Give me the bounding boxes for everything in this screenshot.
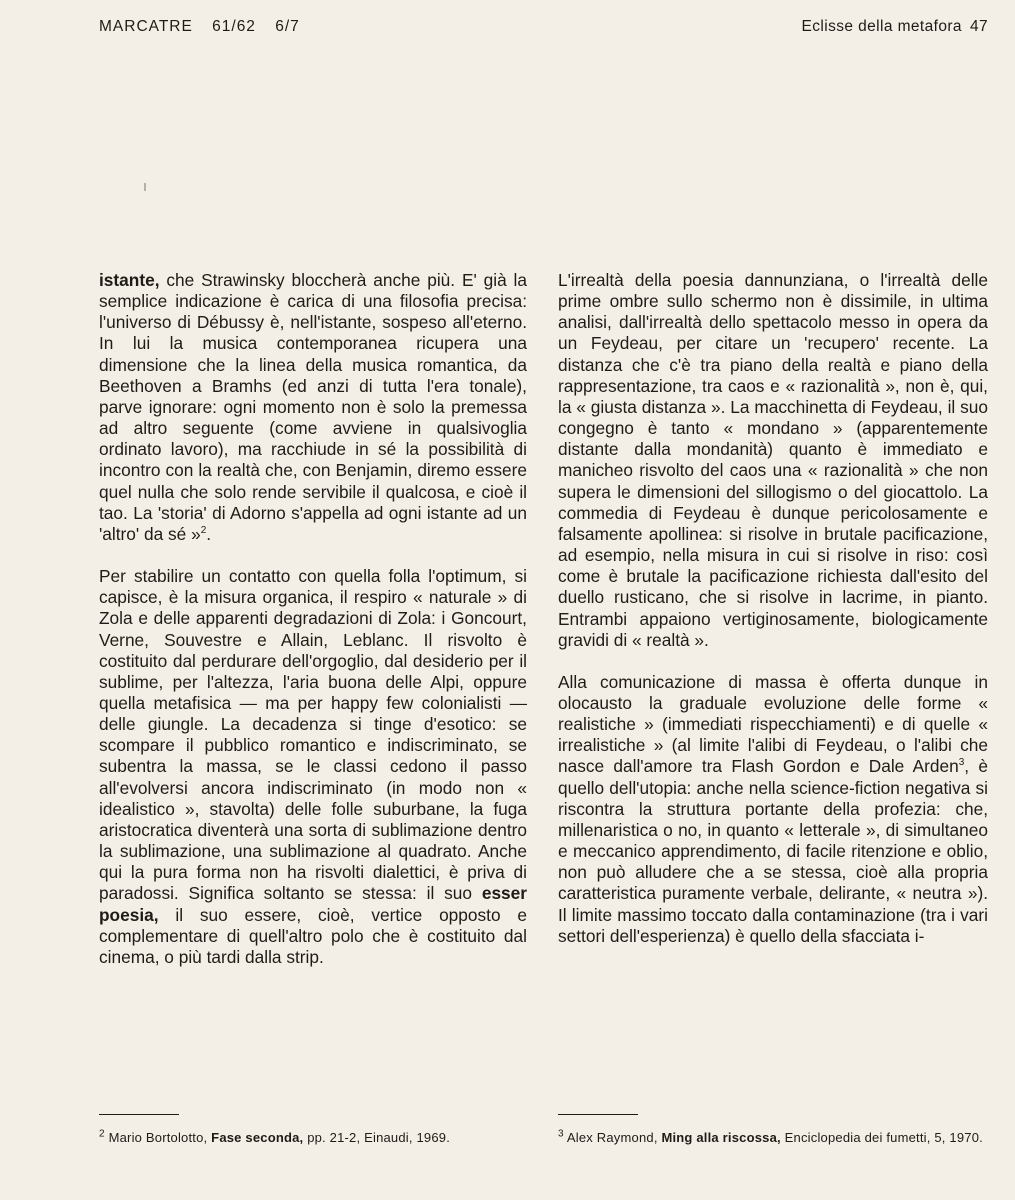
- left-column: [99, 270, 527, 989]
- footnote-3: [558, 1129, 988, 1146]
- footnote-divider-right: [558, 1114, 638, 1115]
- paragraph-text-continued: , è quello dell'utopia: anche nella science-fiction negativa si riscontra la struttura portante della profezia: che, millenaristica o no, in quanto « letterale », di simultaneo e meccanico apprendimento, di facile ritenzione e oblio, non può alludere che a se stessa, cioè alla propria caratteristica puramente verbale, delirante, « neutra »). Il limite massimo toccato dalla contaminazione (tra i vari settori dell'esperienza) è quello della sfacciata i-: [558, 756, 988, 946]
- footnote-author: Alex Raymond,: [566, 1130, 658, 1145]
- right-paragraph-2: [558, 672, 988, 947]
- right-column: [558, 270, 988, 968]
- paragraph-text: Alla comunicazione di massa è offerta dunque in olocausto la graduale evoluzione delle forme « realistiche » (immediati rispecchiamenti) e di quelle « irrealistiche » (al limite l'alibi di Feydeau, o l'alibi che nasce dall'amore tra Flash Gordon e Dale Arden: [558, 671, 988, 777]
- page-number: 47: [969, 18, 988, 35]
- footnote-ref-3: 3: [958, 757, 965, 769]
- bold-phrase: esser poesia,: [99, 883, 527, 925]
- footnote-author: Mario Bortolotto,: [108, 1130, 208, 1145]
- footnote-rest: Enciclopedia dei fumetti, 5, 1970.: [784, 1130, 983, 1145]
- printing-speck: [144, 183, 146, 191]
- paragraph-text: Per stabilire un contatto con quella folla l'optimum, si capisce, è la misura organica, il respiro « naturale » di Zola e delle apparenti degradazioni di Zola: i Goncourt, Verne, Souvestre e Allain, Leblanc. Il risvolto è costituito dal perdurare dell'orgoglio, dal desiderio per il sublime, per l'altezza, l'aria buona delle Alpi, oppure quella metafisica — ma per happy few colonialisti — delle giungle. La decadenza si tinge d'esotico: se scompare il pubblico romantico e indiscriminato, se subentra la massa, se le classi cedono il passo all'evolversi ancora indiscriminato (in modo non « idealistico », stavolta) delle folle suburbane, la fuga aristocratica diventerà una sorta di sublimazione dentro la sublimazione, una sublimazione al quadrato. Anche qui la pura forma non ha risvolti dialettici, è priva di paradossi. Significa soltanto se stessa: il suo: [99, 566, 527, 904]
- paragraph-end: .: [206, 523, 212, 544]
- paragraph-text-continued: il suo essere, cioè, vertice opposto e complementare di quell'altro polo che è costituito dal cinema, o più tardi dalla strip.: [99, 904, 527, 967]
- left-paragraph-1: [99, 270, 527, 545]
- footnote-marker: 3: [558, 1128, 564, 1140]
- footnote-divider-left: [99, 1114, 179, 1115]
- left-paragraph-2: [99, 566, 527, 968]
- bold-lead-word: istante,: [99, 270, 160, 290]
- footnote-rest: pp. 21-2, Einaudi, 1969.: [307, 1130, 451, 1145]
- footnote-ref-2: 2: [200, 525, 207, 537]
- footnote-marker: 2: [99, 1128, 105, 1140]
- footnote-title: Ming alla riscossa,: [661, 1130, 781, 1145]
- journal-name: MARCATRE: [99, 18, 193, 35]
- issue-part: 6/7: [275, 18, 300, 35]
- issue-number: 61/62: [212, 18, 256, 35]
- running-header: [99, 18, 988, 42]
- paragraph-text: che Strawinsky bloccherà anche più. E' già la semplice indicazione è carica di una filosofia precisa: l'universo di Débussy è, nell'istante, sospeso all'eterno. In lui la musica contemporanea ricupera una dimensione che la linea della musica romantica, da Beethoven a Bramhs (ed anzi di tutta l'era tonale), parve ignorare: ogni momento non è solo la premessa ad altro seguente (come avviene in qualsivoglia ordinato lavoro), ma racchiude in sé la possibilità di incontro con la realtà che, con Benjamin, diremo essere quel nulla che solo rende servibile il qualcosa, e cioè il tao. La 'storia' di Adorno s'appella ad ogni istante ad un 'altro' da sé »: [99, 270, 527, 544]
- header-left: [99, 18, 314, 36]
- section-title: Eclisse della metafora: [801, 18, 962, 35]
- right-paragraph-1: L'irrealtà della poesia dannunziana, o l'irrealtà delle prime ombre sullo schermo non è dissimile, in ultima analisi, dall'irrealtà dello spettacolo messo in opera da un Feydeau, per citare un 'recupero' recente. La distanza che c'è tra piano della realtà e piano della rappresentazione, tra caos e « razionalità », non è, qui, la « giusta distanza ». La macchinetta di Feydeau, il suo congegno è tanto « mondano » (apparentemente distante dalla mondanità) quanto è immediato e manicheo risvolto del caos una « razionalità » che non supera le dimensioni del sillogismo o del giocattolo. La commedia di Feydeau è dunque pericolosamente e falsamente apollinea: si risolve in brutale pacificazione, ad esempio, nella misura in cui si risolve in riso: così come è brutale la pacificazione richiesta dall'esito del duello rusticano, che si risolve in lacrime, in pianto. Entrambi appaiono vertiginosamente, biologicamente gravidi di « realtà ».: [558, 270, 988, 650]
- header-right: [802, 18, 988, 36]
- footnote-2: [99, 1129, 529, 1146]
- footnote-title: Fase seconda,: [211, 1130, 304, 1145]
